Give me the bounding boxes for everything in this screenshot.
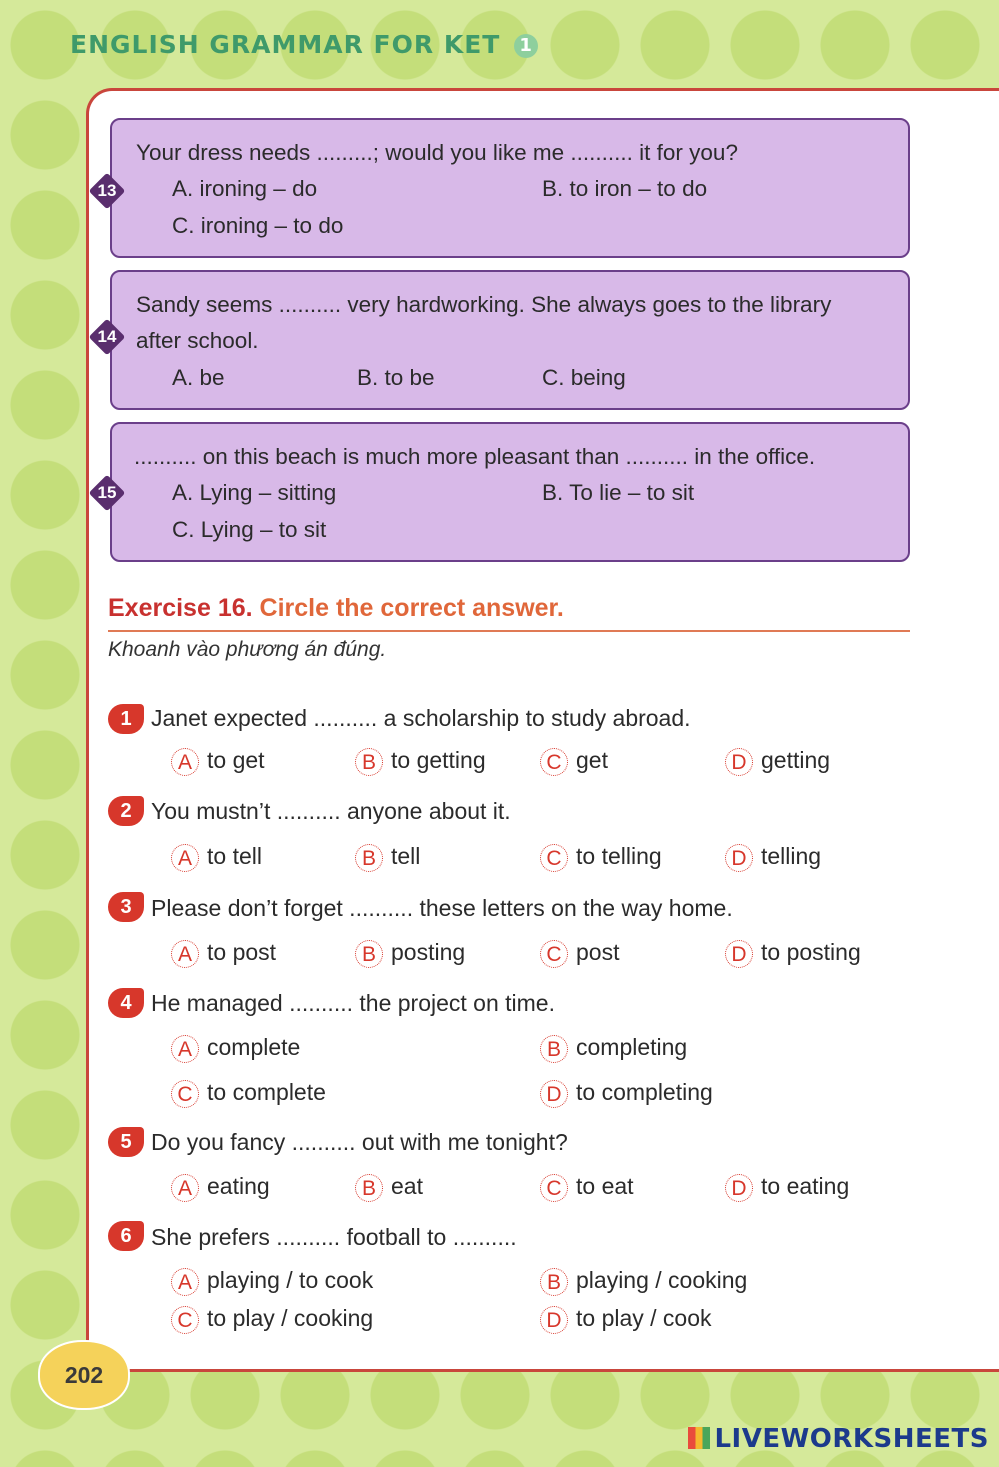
question-number: 1: [108, 704, 144, 734]
option-a[interactable]: [171, 1034, 300, 1063]
option-text: eating: [207, 1173, 270, 1199]
option-letter: C: [540, 844, 568, 872]
option-d[interactable]: [725, 747, 830, 776]
option-letter: B: [355, 940, 383, 968]
option-c[interactable]: [171, 1305, 373, 1334]
option-d[interactable]: [540, 1079, 713, 1108]
option-letter: D: [725, 1174, 753, 1202]
question-text: Janet expected .......... a scholarship to study abroad.: [151, 705, 691, 731]
option-text: to post: [207, 939, 277, 965]
option-d[interactable]: [725, 843, 821, 872]
option-letter: B: [355, 748, 383, 776]
option-text: posting: [391, 939, 466, 965]
option-letter: A: [171, 940, 199, 968]
question-number: 4: [108, 988, 144, 1018]
option-c[interactable]: C. being: [542, 365, 626, 390]
option-letter: A: [171, 1268, 199, 1296]
question-text: You mustn’t .......... anyone about it.: [151, 798, 511, 824]
option-b[interactable]: [355, 939, 465, 968]
question-box-14: [110, 270, 910, 410]
option-text: telling: [761, 843, 822, 869]
question-text: Do you fancy .......... out with me tonight?: [151, 1129, 568, 1155]
question-number-badge: 15: [88, 474, 126, 512]
option-text: to play / cook: [576, 1305, 712, 1331]
exercise-instruction: Circle the correct answer.: [259, 594, 564, 622]
exercise-title: [108, 594, 564, 623]
option-letter: D: [540, 1080, 568, 1108]
option-c[interactable]: [540, 939, 619, 968]
option-text: to posting: [761, 939, 861, 965]
option-text: getting: [761, 747, 831, 773]
page-number: 202: [38, 1340, 130, 1410]
question-number-badge: 13: [88, 172, 126, 210]
book-title-text: ENGLISH GRAMMAR FOR KET: [70, 30, 501, 59]
question-text-cont: after school.: [136, 328, 259, 353]
option-a[interactable]: [171, 1267, 373, 1296]
option-letter: C: [171, 1306, 199, 1334]
option-a[interactable]: [171, 1173, 270, 1202]
option-letter: A: [171, 1174, 199, 1202]
option-text: to eating: [761, 1173, 850, 1199]
option-text: complete: [207, 1034, 301, 1060]
option-c[interactable]: [171, 1079, 326, 1108]
option-b[interactable]: [355, 843, 420, 872]
option-c[interactable]: [540, 1173, 634, 1202]
option-letter: C: [171, 1080, 199, 1108]
option-a[interactable]: [171, 747, 265, 776]
option-text: playing / cooking: [576, 1267, 748, 1293]
option-b[interactable]: [540, 1034, 687, 1063]
option-text: get: [576, 747, 608, 773]
option-d[interactable]: [725, 1173, 849, 1202]
option-b[interactable]: [540, 1267, 747, 1296]
option-b[interactable]: [355, 1173, 423, 1202]
option-letter: B: [355, 844, 383, 872]
liveworksheets-icon: [688, 1427, 710, 1449]
option-text: to get: [207, 747, 265, 773]
question-text: Your dress needs .........; would you like me .......... it for you?: [136, 140, 738, 165]
question-text: Sandy seems .......... very hardworking. She always goes to the library: [136, 292, 832, 317]
question-number: 6: [108, 1221, 144, 1251]
option-letter: A: [171, 1035, 199, 1063]
option-a[interactable]: [171, 939, 276, 968]
option-letter: C: [540, 748, 568, 776]
option-b[interactable]: B. to iron – to do: [542, 176, 708, 201]
divider: [108, 630, 910, 632]
option-b[interactable]: B. To lie – to sit: [542, 480, 695, 505]
option-c[interactable]: [540, 843, 662, 872]
option-text: to eat: [576, 1173, 634, 1199]
option-letter: B: [540, 1268, 568, 1296]
book-volume-badge: 1: [514, 34, 538, 58]
liveworksheets-logo: [688, 1424, 989, 1454]
question-box-13: [110, 118, 910, 258]
option-c[interactable]: C. ironing – to do: [172, 213, 344, 238]
option-letter: C: [540, 1174, 568, 1202]
question-number: 3: [108, 892, 144, 922]
question-box-15: [110, 422, 910, 562]
book-title: [70, 30, 538, 59]
exercise-label: Exercise 16.: [108, 594, 253, 622]
option-text: to play / cooking: [207, 1305, 374, 1331]
option-text: eat: [391, 1173, 423, 1199]
option-text: completing: [576, 1034, 688, 1060]
option-letter: D: [540, 1306, 568, 1334]
option-a[interactable]: [171, 843, 262, 872]
option-text: to telling: [576, 843, 662, 869]
option-text: to getting: [391, 747, 486, 773]
option-letter: B: [355, 1174, 383, 1202]
option-c[interactable]: [540, 747, 608, 776]
option-c[interactable]: C. Lying – to sit: [172, 517, 327, 542]
option-letter: D: [725, 748, 753, 776]
option-letter: C: [540, 940, 568, 968]
question-text: .......... on this beach is much more pleasant than .......... in the office.: [134, 444, 816, 469]
option-b[interactable]: B. to be: [357, 365, 435, 390]
watermark-text: LIVEWORKSHEETS: [714, 1424, 989, 1454]
option-letter: A: [171, 844, 199, 872]
option-b[interactable]: [355, 747, 486, 776]
option-text: playing / to cook: [207, 1267, 374, 1293]
question-number-badge: 14: [88, 318, 126, 356]
question-text: She prefers .......... football to ..........: [151, 1224, 517, 1250]
option-d[interactable]: [540, 1305, 712, 1334]
question-number: 5: [108, 1127, 144, 1157]
option-a[interactable]: A. ironing – do: [172, 176, 318, 201]
option-d[interactable]: [725, 939, 861, 968]
option-letter: D: [725, 844, 753, 872]
option-text: to complete: [207, 1079, 326, 1105]
option-a[interactable]: A. be: [172, 365, 225, 390]
option-a[interactable]: A. Lying – sitting: [172, 480, 337, 505]
exercise-subtitle: Khoanh vào phương án đúng.: [108, 638, 387, 661]
option-text: to tell: [207, 843, 262, 869]
question-text: He managed .......... the project on time.: [151, 990, 555, 1016]
option-text: to completing: [576, 1079, 713, 1105]
option-letter: D: [725, 940, 753, 968]
option-letter: A: [171, 748, 199, 776]
option-text: tell: [391, 843, 421, 869]
option-letter: B: [540, 1035, 568, 1063]
option-text: post: [576, 939, 620, 965]
question-number: 2: [108, 796, 144, 826]
question-text: Please don’t forget .......... these letters on the way home.: [151, 895, 733, 921]
